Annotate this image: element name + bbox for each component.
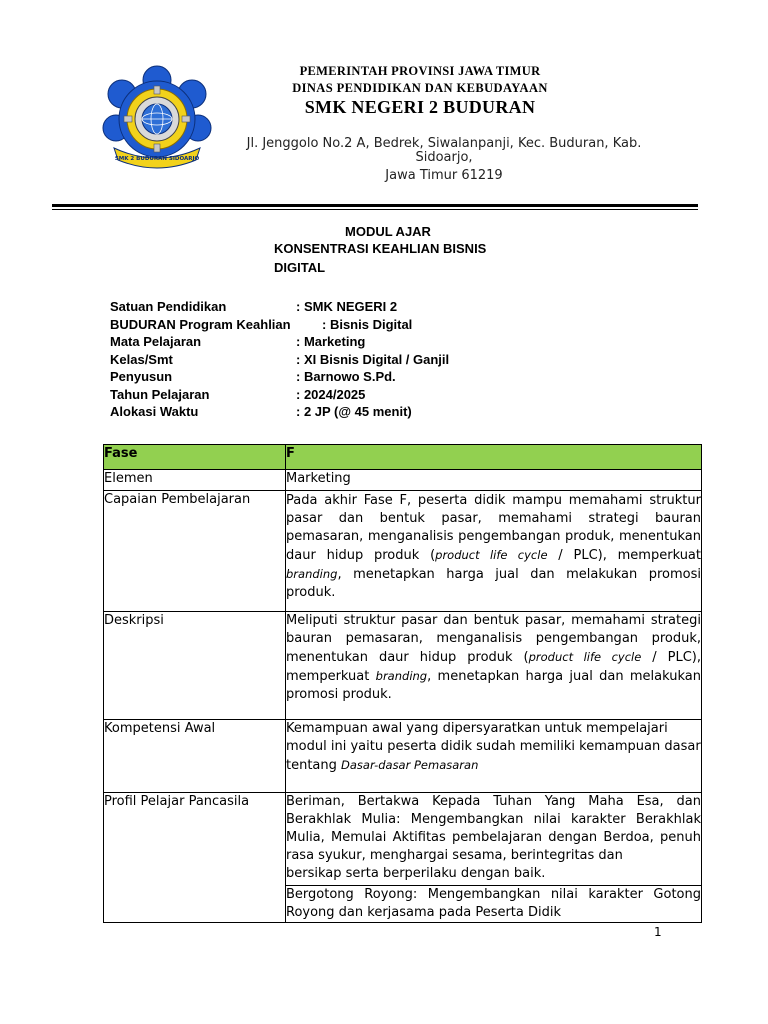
meta-key: Penyusun	[110, 369, 173, 384]
ka-italic: Dasar-dasar Pemasaran	[341, 758, 479, 772]
desc-text: , menetapkan harga jual dan melakukan promosi produk.	[286, 669, 701, 702]
meta-value: : 2 JP (@ 45 menit)	[296, 404, 412, 419]
letterhead-rule-thin	[52, 209, 698, 210]
page-number: 1	[654, 925, 662, 939]
address-line-2: Sidoarjo,	[415, 150, 473, 165]
module-identity	[110, 298, 710, 428]
cp-text: / PLC), memperkuat	[547, 548, 701, 563]
table-row	[104, 612, 702, 720]
elemen-label: Elemen	[104, 470, 286, 491]
ka-label: Kompetensi Awal	[104, 720, 286, 793]
meta-key: Mata Pelajaran	[110, 334, 202, 349]
elemen-value: Marketing	[286, 470, 702, 491]
cp-value	[286, 491, 702, 612]
module-info-table	[103, 444, 702, 923]
desc-text: / PLC), memperkuat	[286, 650, 701, 684]
ppp-paragraph: Beriman, Bertakwa Kepada Tuhan Yang Maha Esa, dan Berakhlak Mulia: Mengembangkan nilai karakter Berakhlak Mulia, Memulai Aktifitas pembelajaran dengan Berdoa, penuh rasa syukur, menghargai sesama, berintegritas dan	[286, 794, 701, 863]
doc-title-line-3: DIGITAL	[274, 260, 326, 275]
meta-value: : Bisnis Digital	[322, 316, 413, 332]
cp-italic: branding	[286, 567, 338, 581]
phase-value: F	[286, 445, 702, 470]
address-line-1: Jl. Jenggolo No.2 A, Bedrek, Siwalanpanji, Kec. Buduran, Kab.	[246, 136, 642, 151]
logo-ribbon-text: SMK 2 BUDURAN SIDOARJO	[114, 156, 200, 162]
phase-label: Fase	[104, 445, 286, 470]
cp-paragraph	[286, 491, 701, 602]
doc-title-line-1: MODUL AJAR	[345, 224, 431, 239]
table-row	[104, 793, 702, 886]
desc-paragraph	[286, 612, 701, 704]
header-school-name: SMK NEGERI 2 BUDURAN	[304, 97, 536, 117]
letterhead-rule-thick	[52, 204, 698, 207]
ppp-paragraph: bersikap serta berperilaku dengan baik.	[286, 866, 546, 881]
ka-value	[286, 720, 702, 793]
desc-value	[286, 612, 702, 720]
cp-text: Pada akhir Fase F, peserta didik mampu memahami struktur pasar dan bentuk pasar, memahami strategi bauran pemasaran, menganalisis pengembangan produk, menentukan daur hidup produk (	[286, 493, 701, 563]
ppp-paragraph: Bergotong Royong: Mengembangkan nilai karakter Gotong Royong dan kerjasama pada Peserta Didik	[286, 887, 701, 920]
ka-text: Kemampuan awal yang dipersyaratkan untuk mempelajari modul ini yaitu peserta didik sudah memiliki kemampuan dasar tentang	[286, 721, 701, 773]
meta-value: : Barnowo S.Pd.	[296, 369, 396, 384]
table-header-row	[104, 445, 702, 470]
meta-value: : XI Bisnis Digital / Ganjil	[296, 351, 450, 367]
header-government: PEMERINTAH PROVINSI JAWA TIMUR	[299, 64, 541, 78]
cp-italic: product life cycle	[435, 548, 548, 562]
desc-label: Deskripsi	[104, 612, 286, 720]
ka-paragraph	[286, 720, 701, 775]
desc-italic: branding	[375, 669, 428, 683]
cp-label: Capaian Pembelajaran	[104, 491, 286, 612]
meta-value: : Marketing	[296, 334, 366, 349]
desc-text: Meliputi struktur pasar dan bentuk pasar, memahami strategi bauran pemasaran, menganalisis pengembangan produk, menentukan daur hidup produk (	[286, 613, 701, 665]
ppp-value-2	[286, 886, 702, 923]
meta-key: Tahun Pelajaran	[110, 386, 210, 402]
meta-value: : 2024/2025	[296, 386, 366, 402]
doc-title-line-2: KONSENTRASI KEAHLIAN BISNIS	[274, 241, 487, 256]
table-row	[104, 470, 702, 491]
ppp-label: Profil Pelajar Pancasila	[104, 793, 286, 923]
meta-key: Alokasi Waktu	[110, 404, 199, 419]
header-department: DINAS PENDIDIKAN DAN KEBUDAYAAN	[292, 81, 548, 95]
ppp-value-1	[286, 793, 702, 886]
table-row	[104, 491, 702, 612]
meta-key: Kelas/Smt	[110, 351, 173, 367]
meta-key: BUDURAN Program Keahlian	[110, 316, 291, 332]
address-line-3: Jawa Timur 61219	[385, 168, 503, 183]
meta-value: : SMK NEGERI 2	[296, 299, 398, 314]
table-row	[104, 720, 702, 793]
desc-italic: product life cycle	[528, 650, 642, 664]
cp-text: , menetapkan harga jual dan melakukan promosi produk.	[286, 567, 701, 600]
meta-key: Satuan Pendidikan	[110, 299, 227, 314]
